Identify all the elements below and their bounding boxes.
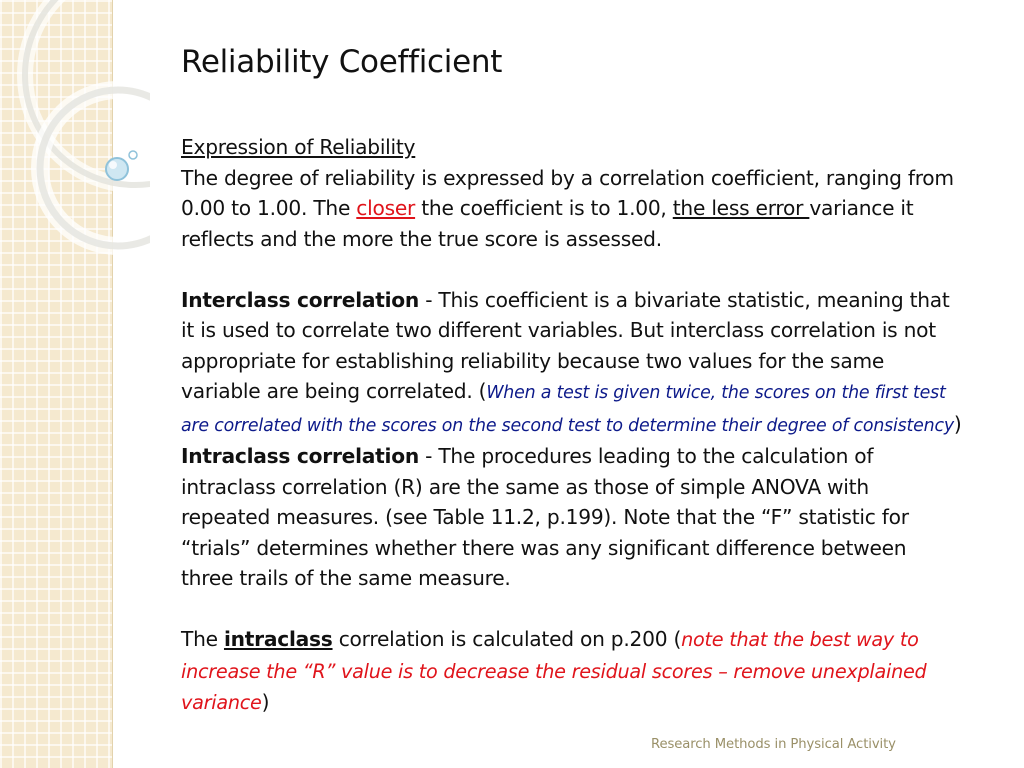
expression-line-2-mid: the coefficient is to 1.00, bbox=[415, 196, 673, 220]
interclass-close-paren: ) bbox=[953, 411, 962, 436]
interclass-note-2: are correlated with the scores on the second test to determine their degree of consistency bbox=[181, 415, 954, 436]
spacer bbox=[181, 254, 993, 285]
final-mid: correlation is calculated on p.200 ( bbox=[332, 627, 682, 651]
slide-title: Reliability Coefficient bbox=[181, 44, 503, 80]
interclass-section bbox=[181, 285, 993, 442]
interclass-line-1: - This coefficient is a bivariate statistic, meaning that bbox=[419, 287, 950, 312]
interclass-line-3: appropriate for establishing reliability because two values for the same bbox=[181, 348, 885, 373]
intraclass-line-3: repeated measures. (see Table 11.2, p.199). Note that the “F” statistic for bbox=[181, 505, 909, 529]
intraclass-line-4: “trials” determines whether there was any significant difference between bbox=[181, 535, 907, 560]
decorative-arcs bbox=[0, 0, 150, 260]
intraclass-term: Intraclass correlation bbox=[181, 444, 419, 468]
expression-line-3: reflects and the more the true score is assessed. bbox=[181, 226, 662, 251]
interclass-line-2: it is used to correlate two different variables. But interclass correlation is not bbox=[181, 318, 936, 342]
final-close-paren: ) bbox=[261, 690, 270, 714]
final-note-2: increase the “R” value is to decrease the residual scores – remove unexplained bbox=[181, 659, 927, 683]
interclass-note-1: When a test is given twice, the scores on the first test bbox=[486, 383, 946, 403]
slide-body bbox=[181, 132, 993, 719]
less-error-phrase: the less error bbox=[672, 196, 810, 220]
final-section bbox=[181, 624, 993, 719]
intraclass-section bbox=[181, 441, 993, 594]
interclass-line-4: variable are being correlated. ( bbox=[181, 379, 487, 403]
intraclass-line-5: three trails of the same measure. bbox=[181, 566, 511, 590]
intraclass-emphasis: intraclass bbox=[223, 627, 333, 651]
expression-section bbox=[181, 132, 993, 254]
final-prefix: The bbox=[181, 627, 224, 651]
interclass-term: Interclass correlation bbox=[181, 287, 420, 312]
expression-line-2-prefix: 0.00 to 1.00. The bbox=[181, 196, 357, 220]
slide-footer: Research Methods in Physical Activity bbox=[651, 737, 896, 752]
expression-line-1: The degree of reliability is expressed by a correlation coefficient, ranging from bbox=[181, 165, 954, 190]
intraclass-line-2: intraclass correlation (R) are the same as those of simple ANOVA with bbox=[181, 474, 869, 499]
final-note-1: note that the best way to bbox=[681, 628, 919, 651]
intraclass-line-1: - The procedures leading to the calculation of bbox=[418, 444, 874, 468]
closer-word: closer bbox=[356, 196, 416, 220]
final-note-3: variance bbox=[181, 691, 262, 714]
expression-heading: Expression of Reliability bbox=[181, 135, 416, 159]
spacer bbox=[181, 594, 993, 625]
expression-line-2-suffix: variance it bbox=[809, 196, 914, 220]
